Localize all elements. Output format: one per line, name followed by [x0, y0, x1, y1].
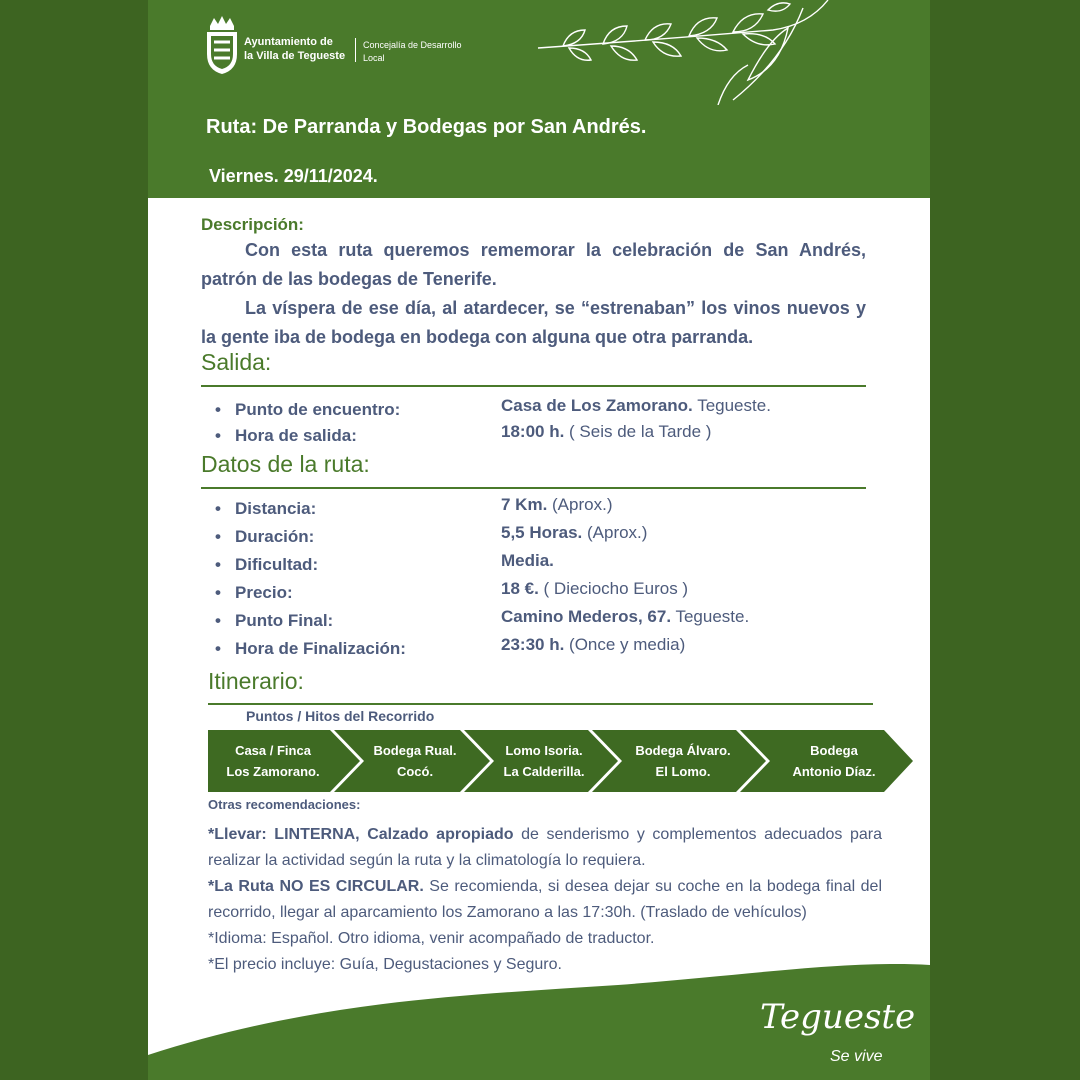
description-paragraph-2: La víspera de ese día, al atardecer, se “estrenaban” los vinos nuevos y la gente iba de bodega en bodega con alguna que otra parranda. — [201, 298, 866, 347]
step-line-1: Lomo Isoria. — [505, 743, 583, 758]
row-value — [501, 579, 688, 599]
coat-of-arms-icon — [204, 14, 240, 76]
itinerary-step-5 — [776, 740, 892, 782]
row-label: Distancia: — [235, 499, 317, 518]
row-label: Punto de encuentro: — [235, 400, 401, 419]
datos-row-difficulty — [215, 551, 855, 582]
recommendation-1 — [208, 822, 882, 874]
row-label: Hora de Finalización: — [235, 639, 406, 658]
salida-row-departure-time — [215, 422, 855, 453]
department-line-2: Local — [363, 53, 385, 63]
row-value-bold: Media. — [501, 551, 554, 570]
recommendation-1-rest: de senderismo y complementos adecuados para realizar la actividad según la ruta y la climatología lo requiera. — [208, 826, 882, 869]
row-label: Dificultad: — [235, 555, 319, 574]
datos-rule — [201, 487, 866, 489]
row-value-rest: (Once y media) — [564, 635, 686, 654]
recommendation-2-bold: *La Ruta NO ES CIRCULAR. — [208, 878, 424, 895]
row-value-rest: ( Seis de la Tarde ) — [564, 422, 712, 441]
datos-row-duration — [215, 523, 855, 554]
bullet-icon: • — [215, 583, 221, 602]
description-paragraph-1: Con esta ruta queremos rememorar la celebración de San Andrés, patrón de las bodegas de Tenerife. — [201, 240, 866, 289]
step-line-2: Los Zamorano. — [226, 764, 320, 779]
row-value-rest: Tegueste. — [671, 607, 750, 626]
description-label: Descripción: — [201, 215, 304, 234]
recommendations-heading: Otras recomendaciones: — [208, 797, 361, 812]
salida-rule — [201, 385, 866, 387]
row-label: Precio: — [235, 583, 293, 602]
datos-heading: Datos de la ruta: — [201, 451, 370, 477]
municipality-line-2: la Villa de Tegueste — [244, 50, 346, 62]
bullet-icon: • — [215, 555, 221, 574]
step-line-1: Bodega — [810, 743, 858, 758]
department-line-1: Concejalía de Desarrollo — [363, 40, 462, 50]
step-line-1: Bodega Álvaro. — [635, 743, 731, 758]
datos-row-end-time — [215, 635, 855, 666]
department-name — [363, 39, 462, 65]
row-value-bold: 7 Km. — [501, 495, 548, 514]
row-value-rest: ( Dieciocho Euros ) — [538, 579, 689, 598]
step-line-1: Bodega Rual. — [373, 743, 457, 758]
row-value-bold: Camino Mederos, 67. — [501, 607, 672, 626]
bullet-icon: • — [215, 426, 221, 445]
row-label: Hora de salida: — [235, 426, 357, 445]
poster — [148, 0, 930, 1080]
step-line-2: Antonio Díaz. — [792, 764, 876, 779]
row-value — [501, 551, 554, 571]
itinerary-step-2 — [360, 740, 470, 782]
row-value — [501, 396, 771, 416]
step-line-2: El Lomo. — [655, 764, 711, 779]
datos-row-end-point — [215, 607, 855, 638]
row-value-bold: 23:30 h. — [501, 635, 565, 654]
recommendation-4: *El precio incluye: Guía, Degustaciones y Seguro. — [208, 956, 562, 973]
step-line-1: Casa / Finca — [235, 743, 311, 758]
row-value — [501, 495, 612, 515]
description-text — [201, 236, 866, 352]
header-divider — [355, 38, 356, 62]
bullet-icon: • — [215, 527, 221, 546]
itinerario-rule — [208, 703, 873, 705]
row-value — [501, 635, 685, 655]
recommendation-3: *Idioma: Español. Otro idioma, venir acompañado de traductor. — [208, 930, 655, 947]
row-value-bold: 5,5 Horas. — [501, 523, 583, 542]
row-value-bold: 18:00 h. — [501, 422, 565, 441]
itinerary-step-1 — [214, 740, 332, 782]
header-band — [148, 0, 930, 198]
brand-tagline: Se vive — [830, 1048, 883, 1065]
bullet-icon: • — [215, 400, 221, 419]
bullet-icon: • — [215, 499, 221, 518]
bullet-icon: • — [215, 611, 221, 630]
event-date: Viernes. 29/11/2024. — [209, 166, 378, 186]
itinerario-subheading: Puntos / Hitos del Recorrido — [246, 708, 435, 724]
itinerario-heading: Itinerario: — [208, 668, 304, 694]
row-value-rest: (Aprox.) — [547, 495, 613, 514]
salida-heading: Salida: — [201, 349, 272, 375]
page-title: Ruta: De Parranda y Bodegas por San Andrés. — [206, 116, 647, 138]
bullet-icon: • — [215, 639, 221, 658]
olive-branch-icon — [533, 0, 833, 105]
step-line-2: La Calderilla. — [503, 764, 585, 779]
row-value-bold: 18 €. — [501, 579, 539, 598]
row-value — [501, 523, 647, 543]
recommendation-2-rest: Se recomienda, si desea dejar su coche en la bodega final del recorrido, llegar al aparcamiento los Zamorano a las 17:30h. (Traslado de vehículos) — [208, 878, 883, 921]
itinerary-step-4 — [622, 740, 744, 782]
row-value-rest: Tegueste. — [692, 396, 771, 415]
municipality-name — [244, 35, 345, 63]
municipality-line-1: Ayuntamiento de — [244, 36, 333, 48]
row-value — [501, 422, 711, 442]
row-label: Punto Final: — [235, 611, 334, 630]
itinerary-step-3 — [490, 740, 598, 782]
step-line-2: Cocó. — [396, 764, 434, 779]
recommendation-2 — [208, 874, 882, 926]
row-value-bold: Casa de Los Zamorano. — [501, 396, 693, 415]
brand-logo-text: Tegueste — [760, 997, 916, 1037]
row-value — [501, 607, 749, 627]
recommendation-1-bold: *Llevar: LINTERNA, Calzado apropiado — [208, 826, 514, 843]
row-value-rest: (Aprox.) — [582, 523, 648, 542]
row-label: Duración: — [235, 527, 315, 546]
datos-row-distance — [215, 495, 855, 526]
datos-row-price — [215, 579, 855, 610]
